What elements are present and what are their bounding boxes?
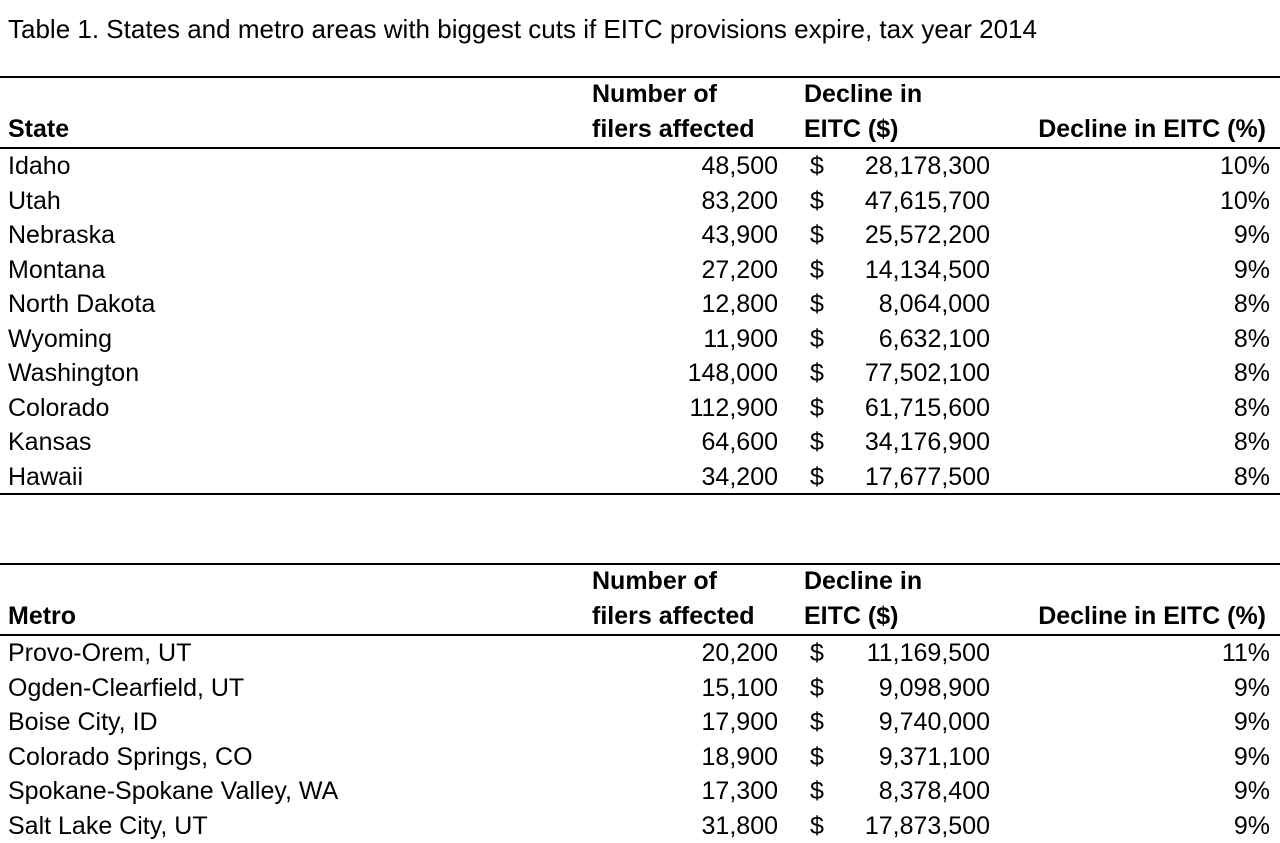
- state-name-cell: Nebraska: [8, 218, 115, 252]
- state-name-cell: North Dakota: [8, 287, 155, 321]
- metro-amount-cell: 17,873,500: [865, 809, 990, 843]
- metro-currency-cell: $: [810, 636, 824, 670]
- metro-pct-cell: 9%: [1234, 705, 1270, 739]
- metro-currency-cell: $: [810, 809, 824, 843]
- state-amount-cell: 34,176,900: [865, 425, 990, 459]
- state-currency-cell: $: [810, 253, 824, 287]
- metro-amount-cell: 9,371,100: [879, 740, 990, 774]
- metro-pct-cell: 11%: [1222, 636, 1270, 670]
- metro-name-cell: Ogden-Clearfield, UT: [8, 671, 244, 705]
- metro-pct-cell: 9%: [1234, 671, 1270, 705]
- metro-table-row: [0, 636, 1280, 671]
- state-amount-cell: 28,178,300: [865, 149, 990, 183]
- metro-filers-cell: 31,800: [702, 809, 778, 843]
- state-currency-cell: $: [810, 149, 824, 183]
- metro-table-row: [0, 705, 1280, 740]
- metro-currency-cell: $: [810, 774, 824, 808]
- state-filers-cell: 148,000: [688, 356, 778, 390]
- state-pct-cell: 9%: [1234, 218, 1270, 252]
- metro-header-filers-line1: Number of: [592, 564, 717, 598]
- state-pct-cell: 8%: [1234, 425, 1270, 459]
- state-pct-cell: 8%: [1234, 460, 1270, 494]
- metro-filers-cell: 18,900: [702, 740, 778, 774]
- state-currency-cell: $: [810, 460, 824, 494]
- state-pct-cell: 10%: [1220, 184, 1270, 218]
- state-name-cell: Montana: [8, 253, 105, 287]
- state-amount-cell: 6,632,100: [879, 322, 990, 356]
- state-pct-cell: 8%: [1234, 391, 1270, 425]
- state-filers-cell: 64,600: [702, 425, 778, 459]
- state-filers-cell: 34,200: [702, 460, 778, 494]
- metro-table-row: [0, 809, 1280, 843]
- metro-filers-cell: 17,300: [702, 774, 778, 808]
- metro-table-row: [0, 774, 1280, 809]
- state-filers-cell: 12,800: [702, 287, 778, 321]
- state-currency-cell: $: [810, 391, 824, 425]
- state-filers-cell: 27,200: [702, 253, 778, 287]
- state-header-decline-line2: EITC ($): [804, 112, 898, 146]
- table-title: Table 1. States and metro areas with biggest cuts if EITC provisions expire, tax year 2014: [8, 14, 1037, 44]
- metro-currency-cell: $: [810, 705, 824, 739]
- metro-name-cell: Spokane-Spokane Valley, WA: [8, 774, 338, 808]
- state-amount-cell: 8,064,000: [879, 287, 990, 321]
- state-amount-cell: 17,677,500: [865, 460, 990, 494]
- state-name-cell: Utah: [8, 184, 61, 218]
- metro-filers-cell: 15,100: [702, 671, 778, 705]
- metro-filers-cell: 20,200: [702, 636, 778, 670]
- metro-table-row: [0, 671, 1280, 706]
- state-pct-cell: 10%: [1220, 149, 1270, 183]
- state-pct-cell: 8%: [1234, 322, 1270, 356]
- metro-header-filers-line2: filers affected: [592, 599, 755, 633]
- state-name-cell: Wyoming: [8, 322, 112, 356]
- state-amount-cell: 61,715,600: [865, 391, 990, 425]
- metro-table-row: [0, 740, 1280, 775]
- metro-name-cell: Boise City, ID: [8, 705, 158, 739]
- state-header-decline-line1: Decline in: [804, 77, 922, 111]
- state-currency-cell: $: [810, 322, 824, 356]
- metro-header-pct: Decline in EITC (%): [1038, 599, 1266, 633]
- state-filers-cell: 43,900: [702, 218, 778, 252]
- state-currency-cell: $: [810, 425, 824, 459]
- state-filers-cell: 112,900: [689, 391, 778, 425]
- state-amount-cell: 47,615,700: [865, 184, 990, 218]
- metro-header-decline-line2: EITC ($): [804, 599, 898, 633]
- metro-amount-cell: 11,169,500: [867, 636, 990, 670]
- metro-amount-cell: 9,098,900: [879, 671, 990, 705]
- state-header-name: State: [8, 112, 69, 146]
- metro-amount-cell: 9,740,000: [879, 705, 990, 739]
- state-amount-cell: 77,502,100: [865, 356, 990, 390]
- state-name-cell: Kansas: [8, 425, 91, 459]
- state-header-filers-line1: Number of: [592, 77, 717, 111]
- metro-name-cell: Salt Lake City, UT: [8, 809, 208, 843]
- state-name-cell: Hawaii: [8, 460, 83, 494]
- state-currency-cell: $: [810, 184, 824, 218]
- metro-filers-cell: 17,900: [702, 705, 778, 739]
- state-filers-cell: 11,900: [703, 322, 778, 356]
- state-header-pct: Decline in EITC (%): [1038, 112, 1266, 146]
- metro-currency-cell: $: [810, 671, 824, 705]
- state-pct-cell: 8%: [1234, 356, 1270, 390]
- metro-amount-cell: 8,378,400: [879, 774, 990, 808]
- state-name-cell: Washington: [8, 356, 139, 390]
- state-header-filers-line2: filers affected: [592, 112, 755, 146]
- state-currency-cell: $: [810, 356, 824, 390]
- state-name-cell: Idaho: [8, 149, 71, 183]
- state-name-cell: Colorado: [8, 391, 109, 425]
- metro-pct-cell: 9%: [1234, 740, 1270, 774]
- metro-pct-cell: 9%: [1234, 774, 1270, 808]
- metro-header-name: Metro: [8, 599, 76, 633]
- metro-name-cell: Colorado Springs, CO: [8, 740, 253, 774]
- state-amount-cell: 25,572,200: [865, 218, 990, 252]
- state-currency-cell: $: [810, 287, 824, 321]
- state-pct-cell: 9%: [1234, 253, 1270, 287]
- metro-name-cell: Provo-Orem, UT: [8, 636, 191, 670]
- state-pct-cell: 8%: [1234, 287, 1270, 321]
- state-amount-cell: 14,134,500: [865, 253, 990, 287]
- metro-currency-cell: $: [810, 740, 824, 774]
- metro-header-decline-line1: Decline in: [804, 564, 922, 598]
- metro-pct-cell: 9%: [1234, 809, 1270, 843]
- state-filers-cell: 48,500: [702, 149, 778, 183]
- state-filers-cell: 83,200: [702, 184, 778, 218]
- state-currency-cell: $: [810, 218, 824, 252]
